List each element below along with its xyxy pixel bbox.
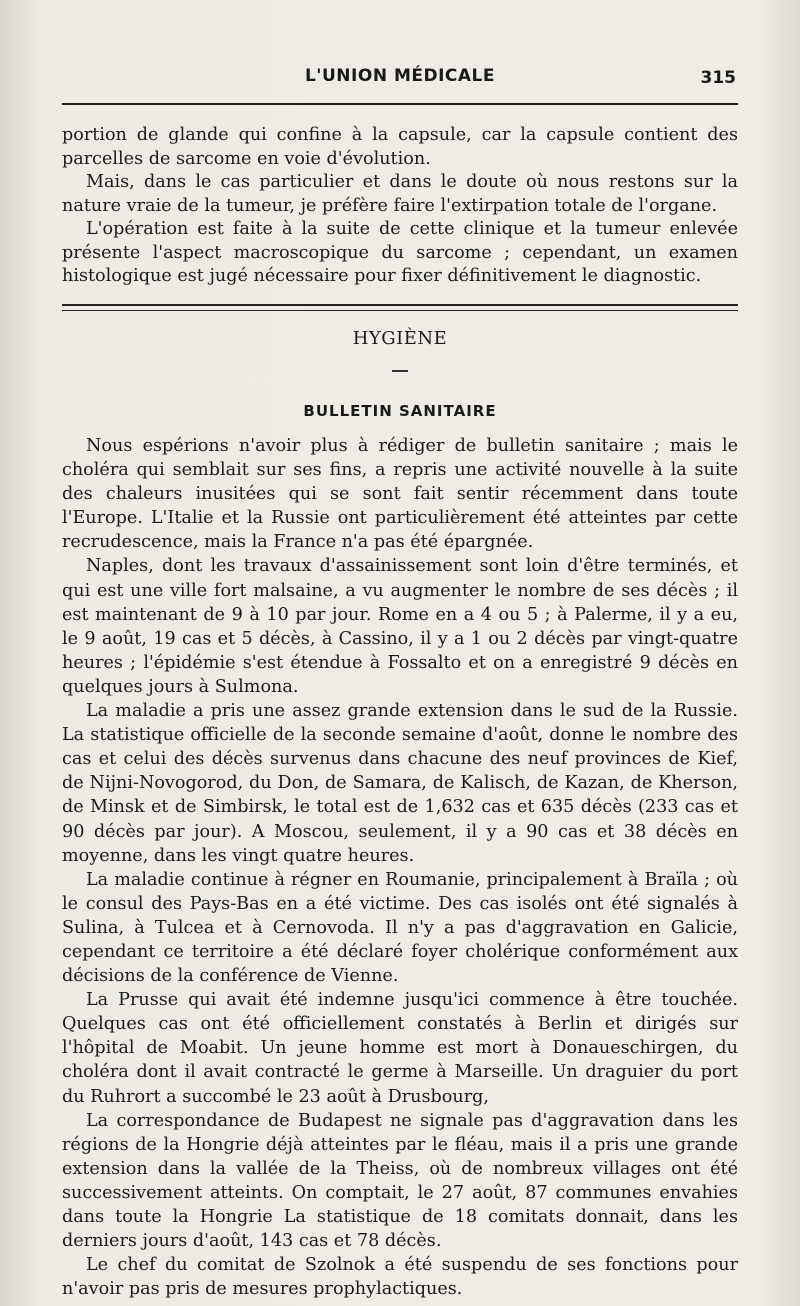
paragraph: portion de glande qui confine à la capsule, car la capsule contient des parcelles de sarcome en voie d'évolution.	[62, 125, 738, 169]
paragraph: La maladie a pris une assez grande extension dans le sud de la Russie. La statistique officielle de la seconde semaine d'août, donne le nombre des cas et celui des décès survenus dans chacune des neuf provinces de Kief, de Nijni-Novogorod, du Don, de Samara, de Kalisch, de Kazan, de Kherson, de Minsk et de Simbirsk, le total est de 1,632 cas et 635 décès (233 cas et 90 décès par jour). A Moscou, seulement, il y a 90 cas et 38 décès en moyenne, dans les vingt quatre heures.	[62, 701, 738, 866]
subsection-title: BULLETIN SANITAIRE	[303, 402, 497, 420]
section-rule-bottom	[62, 310, 738, 311]
paragraph: La correspondance de Budapest ne signale pas d'aggravation dans les régions de la Hongrie déjà atteintes par le fléau, mais il a pris une grande extension dans la vallée de la Theiss, où de nombreux villages ont été successivement atteints. On comptait, le 27 août, 87 communes envahies dans toute la Hongrie La statistique de 18 comitats donnait, dans les derniers jours d'août, 143 cas et 78 décès.	[62, 1110, 738, 1252]
section-rule-top	[62, 304, 738, 306]
journal-title: L'UNION MÉDICALE	[304, 66, 496, 86]
header-rule	[62, 103, 738, 105]
paragraph: Nous espérions n'avoir plus à rédiger de bulletin sanitaire ; mais le choléra qui semblait sur ses fins, a repris une activité nouvelle à la suite des chaleurs inusitées qui se sont fait sentir récemment dans toute l'Europe. L'Italie et la Russie ont particulièrement été atteintes par cette recrudescence, mais la France n'a pas été épargnée.	[62, 436, 738, 553]
intro-text	[62, 124, 738, 289]
paragraph: Naples, dont les travaux d'assainissement sont loin d'être terminés, et qui est une ville fort malsaine, a vu augmenter le nombre de ses décès ; il est maintenant de 9 à 10 par jour. Rome en a 4 ou 5 ; à Palerme, il y a eu, le 9 août, 19 cas et 5 décès, à Cassino, il y a 1 ou 2 décès par vingt-quatre heures ; l'épidémie s'est étendue à Fossalto et on a enregistré 9 décès en quelques jours à Sulmona.	[62, 556, 738, 697]
bulletin-text	[62, 434, 738, 1301]
page-number: 315	[700, 68, 736, 88]
paragraph: L'opération est faite à la suite de cette clinique et la tumeur enlevée présente l'aspect macroscopique du sarcome ; cependant, un examen histologique est jugé nécessaire pour fixer définitivement le diagnostic.	[62, 219, 738, 286]
paragraph: Mais, dans le cas particulier et dans le doute où nous restons sur la nature vraie de la tumeur, je préfère faire l'extirpation totale de l'organe.	[62, 172, 738, 216]
running-header	[60, 66, 740, 94]
paragraph: Le chef du comitat de Szolnok a été suspendu de ses fonctions pour n'avoir pas pris de mesures prophylactiques.	[62, 1255, 738, 1300]
section-title: HYGIÈNE	[352, 328, 448, 349]
paragraph: La maladie continue à régner en Roumanie, principalement à Braïla ; où le consul des Pays-Bas en a été victime. Des cas isolés ont été signalés à Sulina, à Tulcea et à Cernovoda. Il n'y a pas d'aggravation en Galicie, cependant ce territoire a été déclaré foyer cholérique conformément aux décisions de la conférence de Vienne.	[62, 869, 738, 987]
section-separator	[392, 370, 408, 372]
paragraph: La Prusse qui avait été indemne jusqu'ici commence à être touchée. Quelques cas ont été officiellement constatés à Berlin et dirigés sur l'hôpital de Moabit. Un jeune homme est mort à Donaueschirgen, du choléra dont il avait contracté le germe à Marseille. Un draguier du port du Ruhrort a succombé le 23 août à Drusbourg,	[62, 990, 738, 1107]
